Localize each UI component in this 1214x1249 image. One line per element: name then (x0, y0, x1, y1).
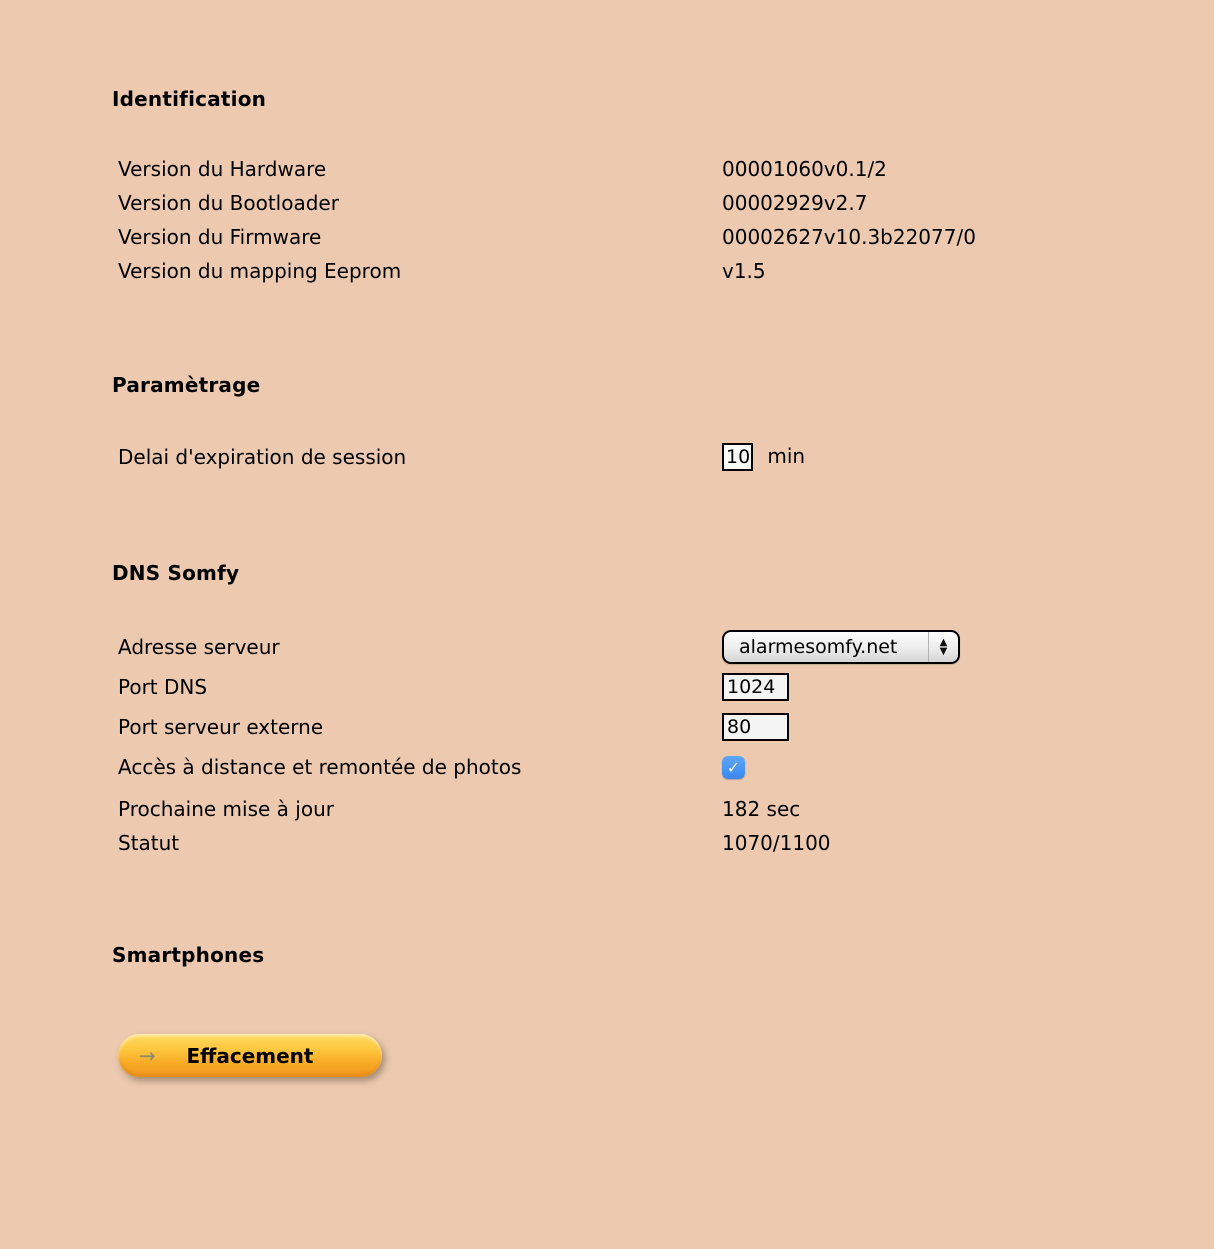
field-row-external-server-port (118, 707, 1214, 747)
chevron-up-down-icon (928, 632, 958, 662)
arrow-right-icon: → (139, 1043, 156, 1068)
dns-rows (0, 627, 1214, 860)
minutes-unit-label: min (767, 444, 806, 468)
checkmark-icon: ✓ (726, 757, 741, 777)
field-row-remote-access (118, 747, 1214, 787)
session-timeout-input[interactable] (722, 443, 753, 471)
port-dns-control (722, 673, 789, 701)
server-address-selected-value: alarmesomfy.net (739, 636, 898, 658)
field-row-session-timeout (118, 437, 1214, 477)
field-label: Prochaine mise à jour (118, 797, 334, 821)
section-title-dns-somfy: DNS Somfy (112, 561, 240, 585)
field-row-firmware-version (118, 220, 1214, 254)
field-row-server-address (118, 627, 1214, 667)
section-title-smartphones: Smartphones (112, 943, 265, 967)
erase-button[interactable] (118, 1034, 382, 1077)
identification-rows (0, 152, 1214, 288)
next-update-value: 182 sec (722, 797, 801, 821)
port-dns-input[interactable] (722, 673, 789, 701)
hardware-version-value: 00001060v0.1/2 (722, 157, 887, 181)
field-label: Version du mapping Eeprom (118, 259, 402, 283)
field-label: Port DNS (118, 675, 208, 699)
external-server-port-input[interactable] (722, 713, 789, 741)
remote-access-control (722, 756, 745, 779)
session-timeout-control (722, 443, 805, 471)
field-label: Delai d'expiration de session (118, 445, 407, 469)
field-row-eeprom-mapping-version (118, 254, 1214, 288)
field-label: Accès à distance et remontée de photos (118, 755, 522, 779)
field-label: Statut (118, 831, 180, 855)
field-row-port-dns (118, 667, 1214, 707)
field-label: Version du Bootloader (118, 191, 339, 215)
section-title-identification: Identification (112, 87, 267, 111)
field-label: Version du Hardware (118, 157, 327, 181)
remote-access-checkbox[interactable] (722, 756, 745, 779)
server-address-select[interactable] (722, 630, 960, 664)
field-row-hardware-version (118, 152, 1214, 186)
section-title-parametrage: Paramètrage (112, 373, 261, 397)
field-row-next-update (118, 792, 1214, 826)
field-row-status (118, 826, 1214, 860)
field-label: Version du Firmware (118, 225, 322, 249)
settings-page (0, 87, 1214, 1249)
external-server-port-control (722, 713, 789, 741)
button-area (0, 1034, 1214, 1077)
firmware-version-value: 00002627v10.3b22077/0 (722, 225, 976, 249)
field-row-bootloader-version (118, 186, 1214, 220)
erase-button-label: Effacement (186, 1043, 314, 1068)
field-label: Port serveur externe (118, 715, 324, 739)
chevron-up-glyph: ▲ (939, 637, 948, 648)
field-label: Adresse serveur (118, 635, 280, 659)
bootloader-version-value: 00002929v2.7 (722, 191, 868, 215)
status-value: 1070/1100 (722, 831, 831, 855)
chevron-down-glyph: ▼ (939, 646, 948, 657)
eeprom-mapping-version-value: v1.5 (722, 259, 766, 283)
parametrage-rows (0, 437, 1214, 477)
server-address-control (722, 630, 960, 664)
